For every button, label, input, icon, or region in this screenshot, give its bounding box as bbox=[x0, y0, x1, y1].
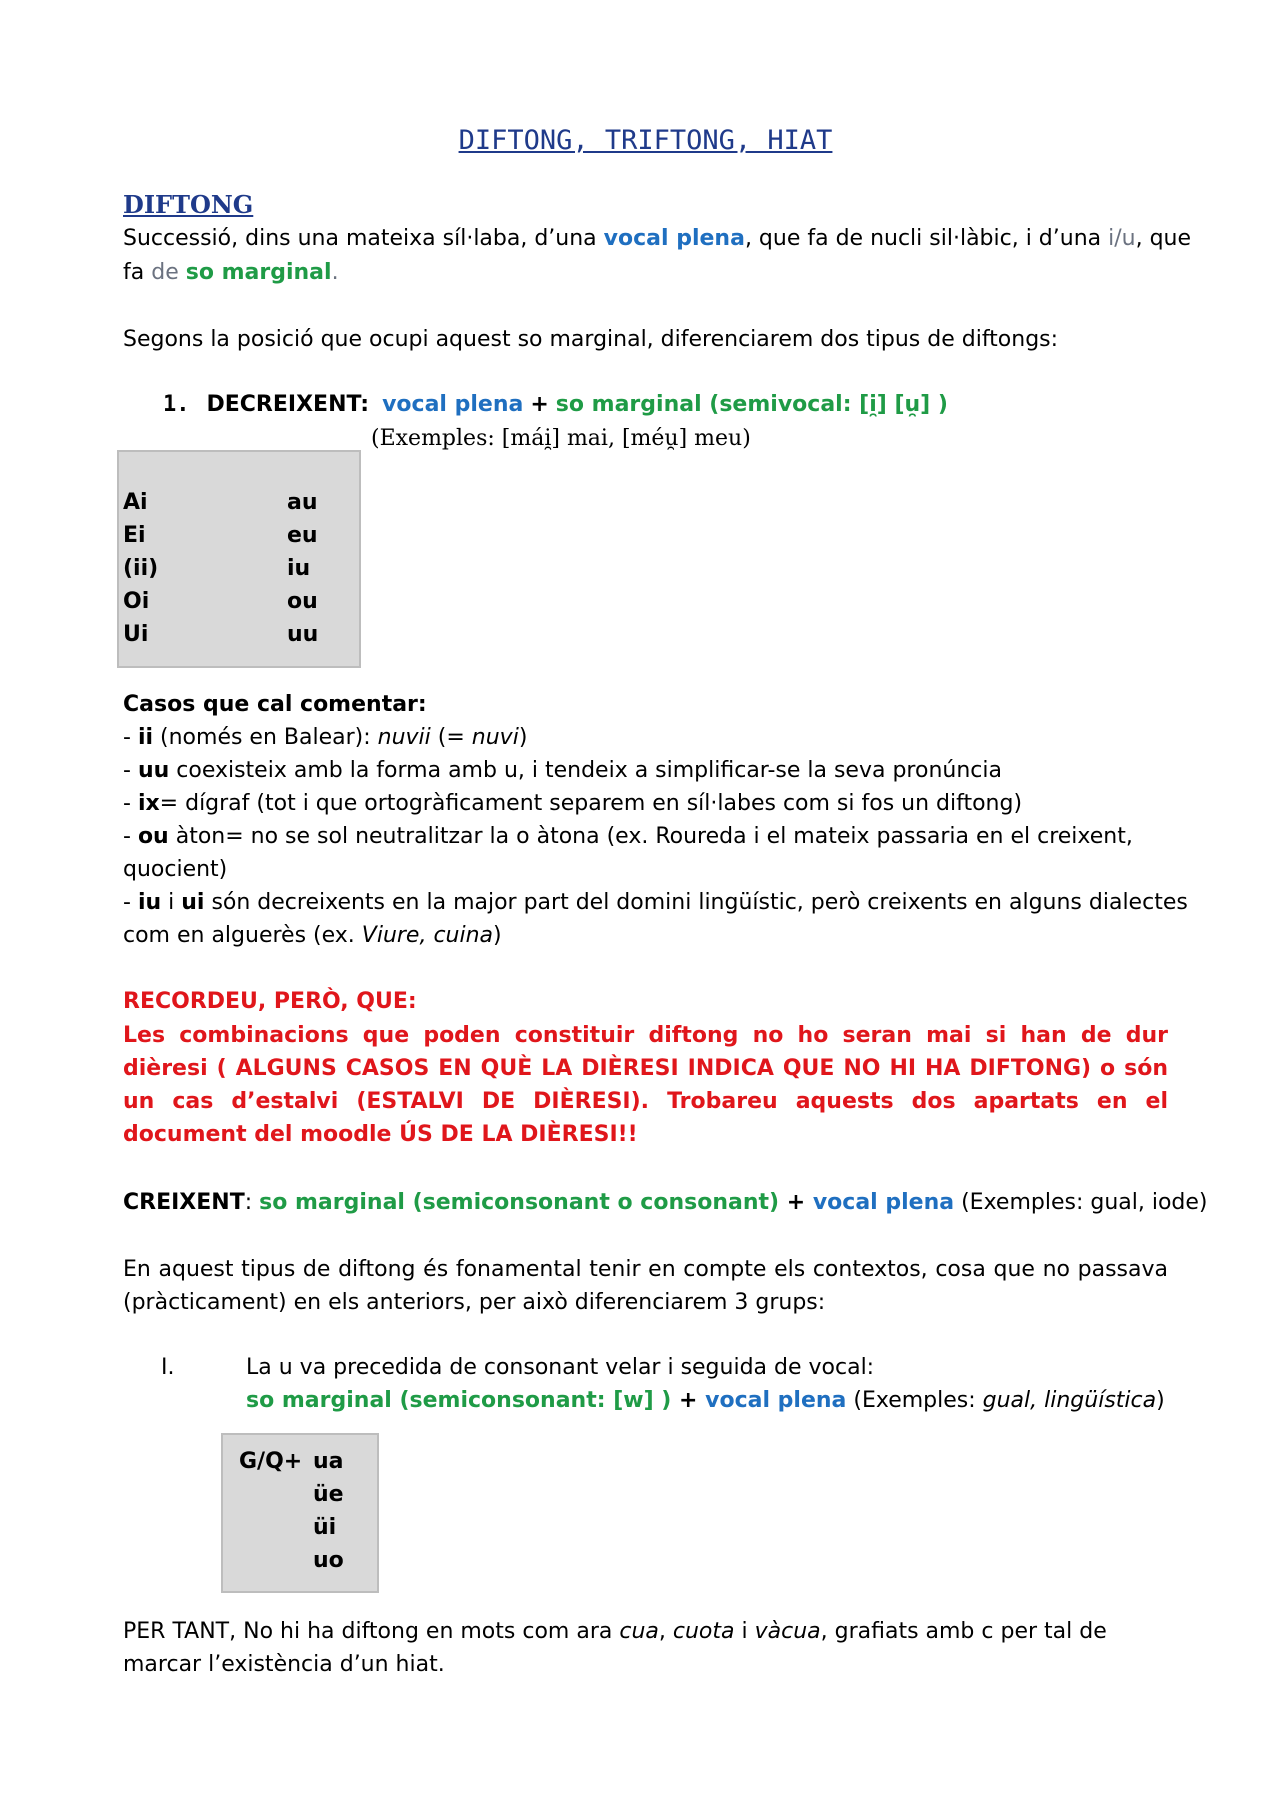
plus-sign: + bbox=[530, 392, 549, 417]
decreixent-label: DECREIXENT: bbox=[206, 392, 370, 417]
casos-item-ou-cont: quocient) bbox=[123, 857, 228, 882]
text: ) bbox=[493, 923, 502, 948]
text: nuvii bbox=[377, 725, 431, 750]
recordeu-heading: RECORDEU, PERÒ, QUE: bbox=[123, 989, 417, 1014]
text: PER TANT, No hi ha diftong en mots com ara bbox=[123, 1619, 620, 1644]
group-1-number: I. bbox=[161, 1355, 175, 1380]
casos-item-ii bbox=[123, 723, 527, 753]
term-so-marginal: so marginal bbox=[185, 260, 332, 285]
term-iu: i/u bbox=[1108, 226, 1136, 251]
table-cell: (ii) bbox=[123, 556, 159, 581]
text: i bbox=[734, 1619, 755, 1644]
creixent-label: CREIXENT bbox=[123, 1190, 245, 1215]
text: (només en Balear): bbox=[153, 725, 378, 750]
text: ii bbox=[137, 725, 154, 750]
segons-paragraph: Segons la posició que ocupi aquest so marginal, diferenciarem dos tipus de diftongs: bbox=[123, 327, 1059, 352]
text: ) bbox=[518, 725, 528, 750]
table-cell: ua bbox=[313, 1449, 344, 1474]
casos-heading: Casos que cal comentar: bbox=[123, 692, 427, 717]
decreixent-table bbox=[117, 450, 361, 668]
text: , que fa de nucli sil·làbic, i d’una bbox=[744, 226, 1109, 251]
table-cell: üi bbox=[313, 1515, 337, 1540]
text: - bbox=[123, 725, 138, 750]
list-number: 1. bbox=[163, 392, 190, 417]
text: cua bbox=[619, 1619, 659, 1644]
text: vàcua bbox=[754, 1619, 821, 1644]
table-cell: üe bbox=[313, 1482, 344, 1507]
text: ) bbox=[1156, 1388, 1165, 1413]
text: Successió, dins una mateixa síl·laba, d’una bbox=[123, 226, 604, 251]
casos-item-iu-ui bbox=[123, 888, 1188, 918]
text: fa bbox=[123, 260, 152, 285]
text: ou bbox=[137, 824, 169, 849]
casos-item-iu-ui-cont bbox=[123, 921, 502, 951]
table-cell: uu bbox=[287, 622, 319, 647]
table-cell: Ei bbox=[123, 523, 146, 548]
table-cell: iu bbox=[287, 556, 311, 581]
table-cell: Ai bbox=[123, 490, 148, 515]
text: ix bbox=[137, 791, 160, 816]
plus-sign: + bbox=[779, 1190, 813, 1215]
text: , bbox=[658, 1619, 673, 1644]
group-1-formula bbox=[246, 1386, 1165, 1416]
text: i bbox=[161, 890, 182, 915]
text: iu bbox=[137, 890, 162, 915]
casos-item-uu bbox=[123, 756, 1002, 786]
decreixent-heading bbox=[163, 390, 948, 420]
definition-line-1 bbox=[123, 224, 1191, 254]
text: - bbox=[123, 824, 138, 849]
group-1-text: La u va precedida de consonant velar i seguida de vocal: bbox=[246, 1355, 875, 1380]
term-so-marginal-semiconsonant: so marginal (semiconsonant: [w] ) bbox=[246, 1388, 672, 1413]
table-cell: Oi bbox=[123, 589, 150, 614]
term-so-marginal-semivocal: so marginal (semivocal: [i̯] [u̯] ) bbox=[555, 392, 948, 417]
text: de bbox=[151, 260, 186, 285]
text: : bbox=[244, 1190, 260, 1215]
casos-item-ou bbox=[123, 822, 1168, 852]
definition-line-2 bbox=[123, 258, 339, 288]
term-vocal-plena: vocal plena bbox=[812, 1190, 955, 1215]
text: cuota bbox=[672, 1619, 735, 1644]
text: - bbox=[123, 758, 138, 783]
text: són decreixents en la major part del domini lingüístic, però creixents en alguns dialectes bbox=[204, 890, 1188, 915]
creixent-heading bbox=[123, 1188, 1208, 1218]
text: = dígraf (tot i que ortogràficament separem en síl·labes com si fos un diftong) bbox=[159, 791, 1023, 816]
table-cell: eu bbox=[287, 523, 318, 548]
page-title: DIFTONG, TRIFTONG, HIAT bbox=[458, 125, 833, 156]
text: nuvi bbox=[471, 725, 519, 750]
term-vocal-plena: vocal plena bbox=[603, 226, 745, 251]
text: . bbox=[331, 260, 339, 285]
table-prefix: G/Q+ bbox=[239, 1449, 303, 1474]
table-cell: Ui bbox=[123, 622, 149, 647]
term-so-marginal: so marginal (semiconsonant o consonant) bbox=[259, 1190, 780, 1215]
text: com en alguerès (ex. bbox=[123, 923, 362, 948]
text: ui bbox=[181, 890, 205, 915]
plus-sign: + bbox=[671, 1388, 706, 1413]
per-tant-line-2: marcar l’existència d’un hiat. bbox=[123, 1652, 445, 1677]
creixent-intro: En aquest tipus de diftong és fonamental tenir en compte els contextos, cosa que no passava (pràcticament) en els anteriors, per això diferenciarem 3 grups: bbox=[123, 1257, 1168, 1315]
casos-item-ix bbox=[123, 789, 1022, 819]
text: àton= no se sol neutralitzar la o àtona (ex. Roureda i el mateix passaria en el creixent, bbox=[168, 824, 1133, 849]
per-tant-line-1 bbox=[123, 1617, 1168, 1647]
table-cell: uo bbox=[313, 1548, 344, 1573]
text: gual, lingüística bbox=[982, 1388, 1157, 1413]
table-cell: au bbox=[287, 490, 318, 515]
section-heading-diftong: DIFTONG bbox=[123, 190, 254, 219]
text: , que bbox=[1135, 226, 1192, 251]
recordeu-body: Les combinacions que poden constituir diftong no ho seran mai si han de dur dièresi ( ALGUNS CASOS EN QUÈ LA DIÈRESI INDICA QUE NO HI HA DIFTONG) o són un cas d’estalvi (ESTALVI DE DIÈRESI). Trobareu aquests dos apartats en el document del moodle ÚS DE LA DIÈRESI!! bbox=[123, 1023, 1168, 1147]
text: Viure, cuina bbox=[361, 923, 494, 948]
decreixent-examples: (Exemples: [mái̯] mai, [méu̯] meu) bbox=[371, 426, 751, 451]
text: coexisteix amb la forma amb u, i tendeix a simplificar-se la seva pronúncia bbox=[169, 758, 1002, 783]
text: - bbox=[123, 791, 138, 816]
term-vocal-plena: vocal plena bbox=[382, 392, 524, 417]
creixent-table bbox=[221, 1433, 379, 1593]
text: (Exemples: gual, iode) bbox=[954, 1190, 1208, 1215]
table-cell: ou bbox=[287, 589, 318, 614]
text: (Exemples: bbox=[846, 1388, 983, 1413]
text: , grafiats amb c per tal de bbox=[820, 1619, 1107, 1644]
text: - bbox=[123, 890, 138, 915]
text: uu bbox=[137, 758, 170, 783]
term-vocal-plena: vocal plena bbox=[705, 1388, 847, 1413]
text: (= bbox=[430, 725, 472, 750]
